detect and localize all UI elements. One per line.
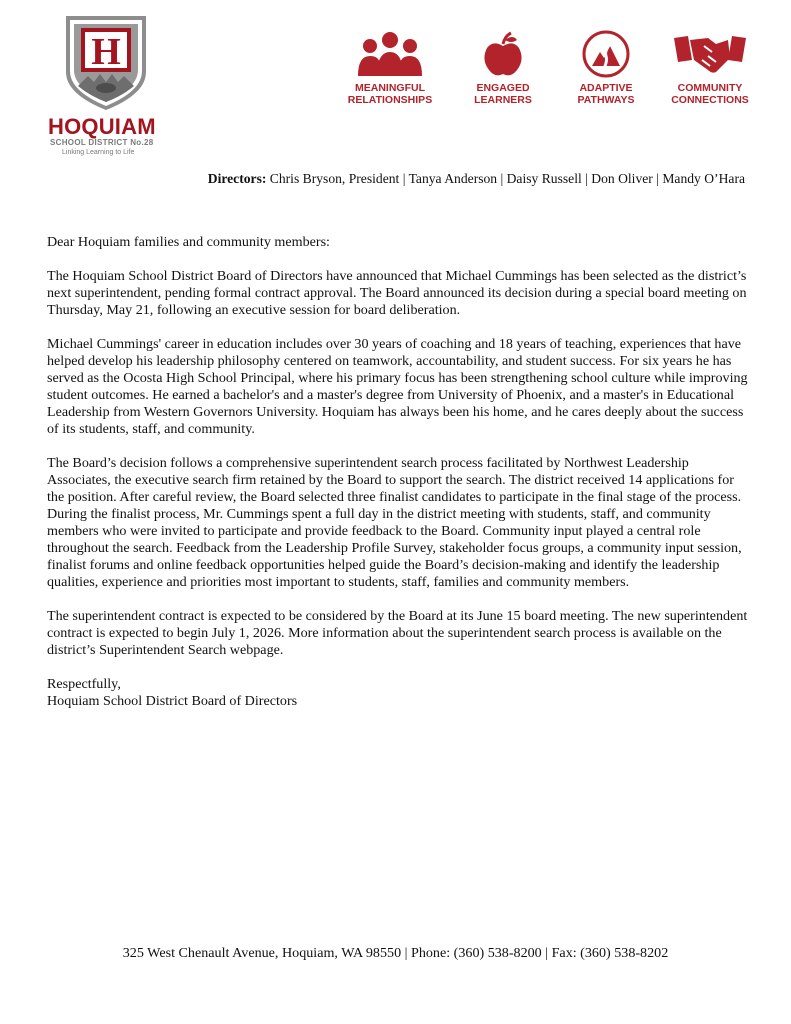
value-engaged-learners — [458, 30, 548, 106]
value-meaningful-relationships — [340, 30, 440, 106]
letter-body — [47, 234, 752, 710]
directors-names: Chris Bryson, President | Tanya Anderson | Daisy Russell | Don Oliver | Mandy O’Hara — [266, 171, 745, 186]
directors-line — [0, 171, 745, 187]
svg-text:H: H — [91, 31, 121, 73]
value-label: COMMUNITY CONNECTIONS — [671, 82, 749, 106]
value-label: ADAPTIVE PATHWAYS — [577, 82, 635, 106]
paragraph-1: The Hoquiam School District Board of Directors have announced that Michael Cummings has been selected as the district’s next superintendent, pending formal contract approval. The Board announced its decision during a special board meeting on Thursday, May 21, following an executive session for board deliberation. — [47, 268, 747, 318]
handshake-icon — [672, 30, 748, 78]
paragraph-3: The Board’s decision follows a comprehensive superintendent search process facilitated by Northwest Leadership Associates, the executive search firm retained by the Board to support the search. The district received 14 applications for the position. After careful review, the Board selected three finalist candidates to participate in the final stage of the process. During the finalist process, Mr. Cummings spent a full day in the district meeting with students, staff, and community members who were invited to participate and provide feedback to the Board. Community input played a central role throughout the search. Feedback from the Leadership Profile Survey, stakeholder focus groups, a community input session, finalist forums and online feedback opportunities helped guide the Board’s decision-making and identify the leadership qualities, experience and priorities most important to students, staff, families and community members. — [47, 455, 742, 590]
paragraph-2: Michael Cummings' career in education includes over 30 years of coaching and 18 years of teaching, experiences that have helped develop his leadership philosophy centered on teamwork, accountability, and student success. For six years he has served as the Ocosta High School Principal, where his primary focus has been strengthening school culture while improving student outcomes. He earned a bachelor's and a master's degree from University of Phoenix, and a master's in Educational Leadership from Western Governors University. Hoquiam has always been his home, and he cares deeply about the success of its students, staff, and community. — [47, 336, 748, 437]
district-logo — [48, 14, 168, 162]
value-label: ENGAGED LEARNERS — [474, 82, 532, 106]
logo-tagline: Linking Learning to Life — [62, 149, 135, 156]
paragraph-4: The superintendent contract is expected to be considered by the Board at its June 15 board meeting. The new superintendent contract is expected to begin July 1, 2026. More information about the superintendent search process is available on the district’s Superintendent Search webpage. — [47, 608, 748, 658]
people-icon — [355, 30, 425, 78]
value-community-connections — [660, 30, 760, 106]
shield-logo-icon — [48, 14, 168, 114]
salutation: Dear Hoquiam families and community members: — [47, 234, 330, 250]
value-label: MEANINGFUL RELATIONSHIPS — [347, 82, 433, 106]
apple-icon — [479, 30, 527, 78]
core-values — [340, 30, 760, 120]
value-adaptive-pathways — [566, 30, 646, 106]
directors-label: Directors: — [207, 171, 267, 186]
signature: Hoquiam School District Board of Directors — [47, 693, 298, 709]
pathway-icon — [582, 30, 630, 78]
footer-address: 325 West Chenault Avenue, Hoquiam, WA 98550 | Phone: (360) 538-8200 | Fax: (360) 538-8202 — [122, 945, 669, 961]
logo-district-name: HOQUIAM — [48, 114, 156, 139]
logo-subtitle: SCHOOL DISTRICT No.28 — [50, 138, 154, 147]
closing: Respectfully, — [47, 676, 121, 692]
